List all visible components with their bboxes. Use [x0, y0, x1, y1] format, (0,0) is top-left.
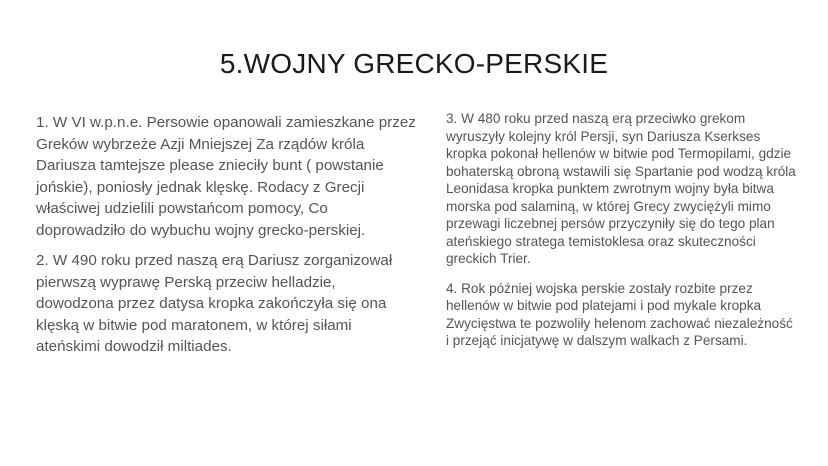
- paragraph-3: 3. W 480 roku przed naszą erą przeciwko grekom wyruszyły kolejny król Persji, syn Dariusza Kserkses kropka pokonał hellenów w bitwie pod Termopilami, gdzie bohaterską obroną wstawili się Spartanie pod wodzą króla Leonidasa kropka punktem zwrotnym wojny była bitwa morska pod salaminą, w której Grecy zwyciężyli mimo przewagi liczebnej persów przyczyniły się do tego plan ateńskiego stratega temistoklesa oraz skuteczności greckich Trier.: [446, 111, 796, 266]
- paragraph-2: 2. W 490 roku przed naszą erą Dariusz zorganizował pierwszą wyprawę Perską przeciw helladzie, dowodzona przez datysa kropka zakończyła się ona klęską w bitwie pod maratonem, w której siłami ateńskimi dowodził miltiades.: [36, 252, 393, 355]
- right-text-column: [446, 110, 796, 350]
- paragraph-4: 4. Rok później wojska perskie zostały rozbite przez hellenów w bitwie pod platejami i pod mykale kropka Zwycięstwa te pozwoliły helenom zachować niezależność i przejąć inicjatywę w dalszym walkach z Persami.: [446, 280, 793, 348]
- left-text-column: [36, 112, 416, 358]
- slide-title: 5.WOJNY GRECKO-PERSKIE: [219, 48, 609, 79]
- paragraph-1: 1. W VI w.p.n.e. Persowie opanowali zamieszkane przez Greków wybrzeże Azji Mniejszej Za rządów króla Dariusza tamtejsze please znieciły bunt ( powstanie jońskie), poniosły jednak klęskę. Rodacy z Grecji właściwej udzielili powstańcom pomocy, Co doprowadziło do wybuchu wojny grecko-perskiej.: [36, 114, 416, 239]
